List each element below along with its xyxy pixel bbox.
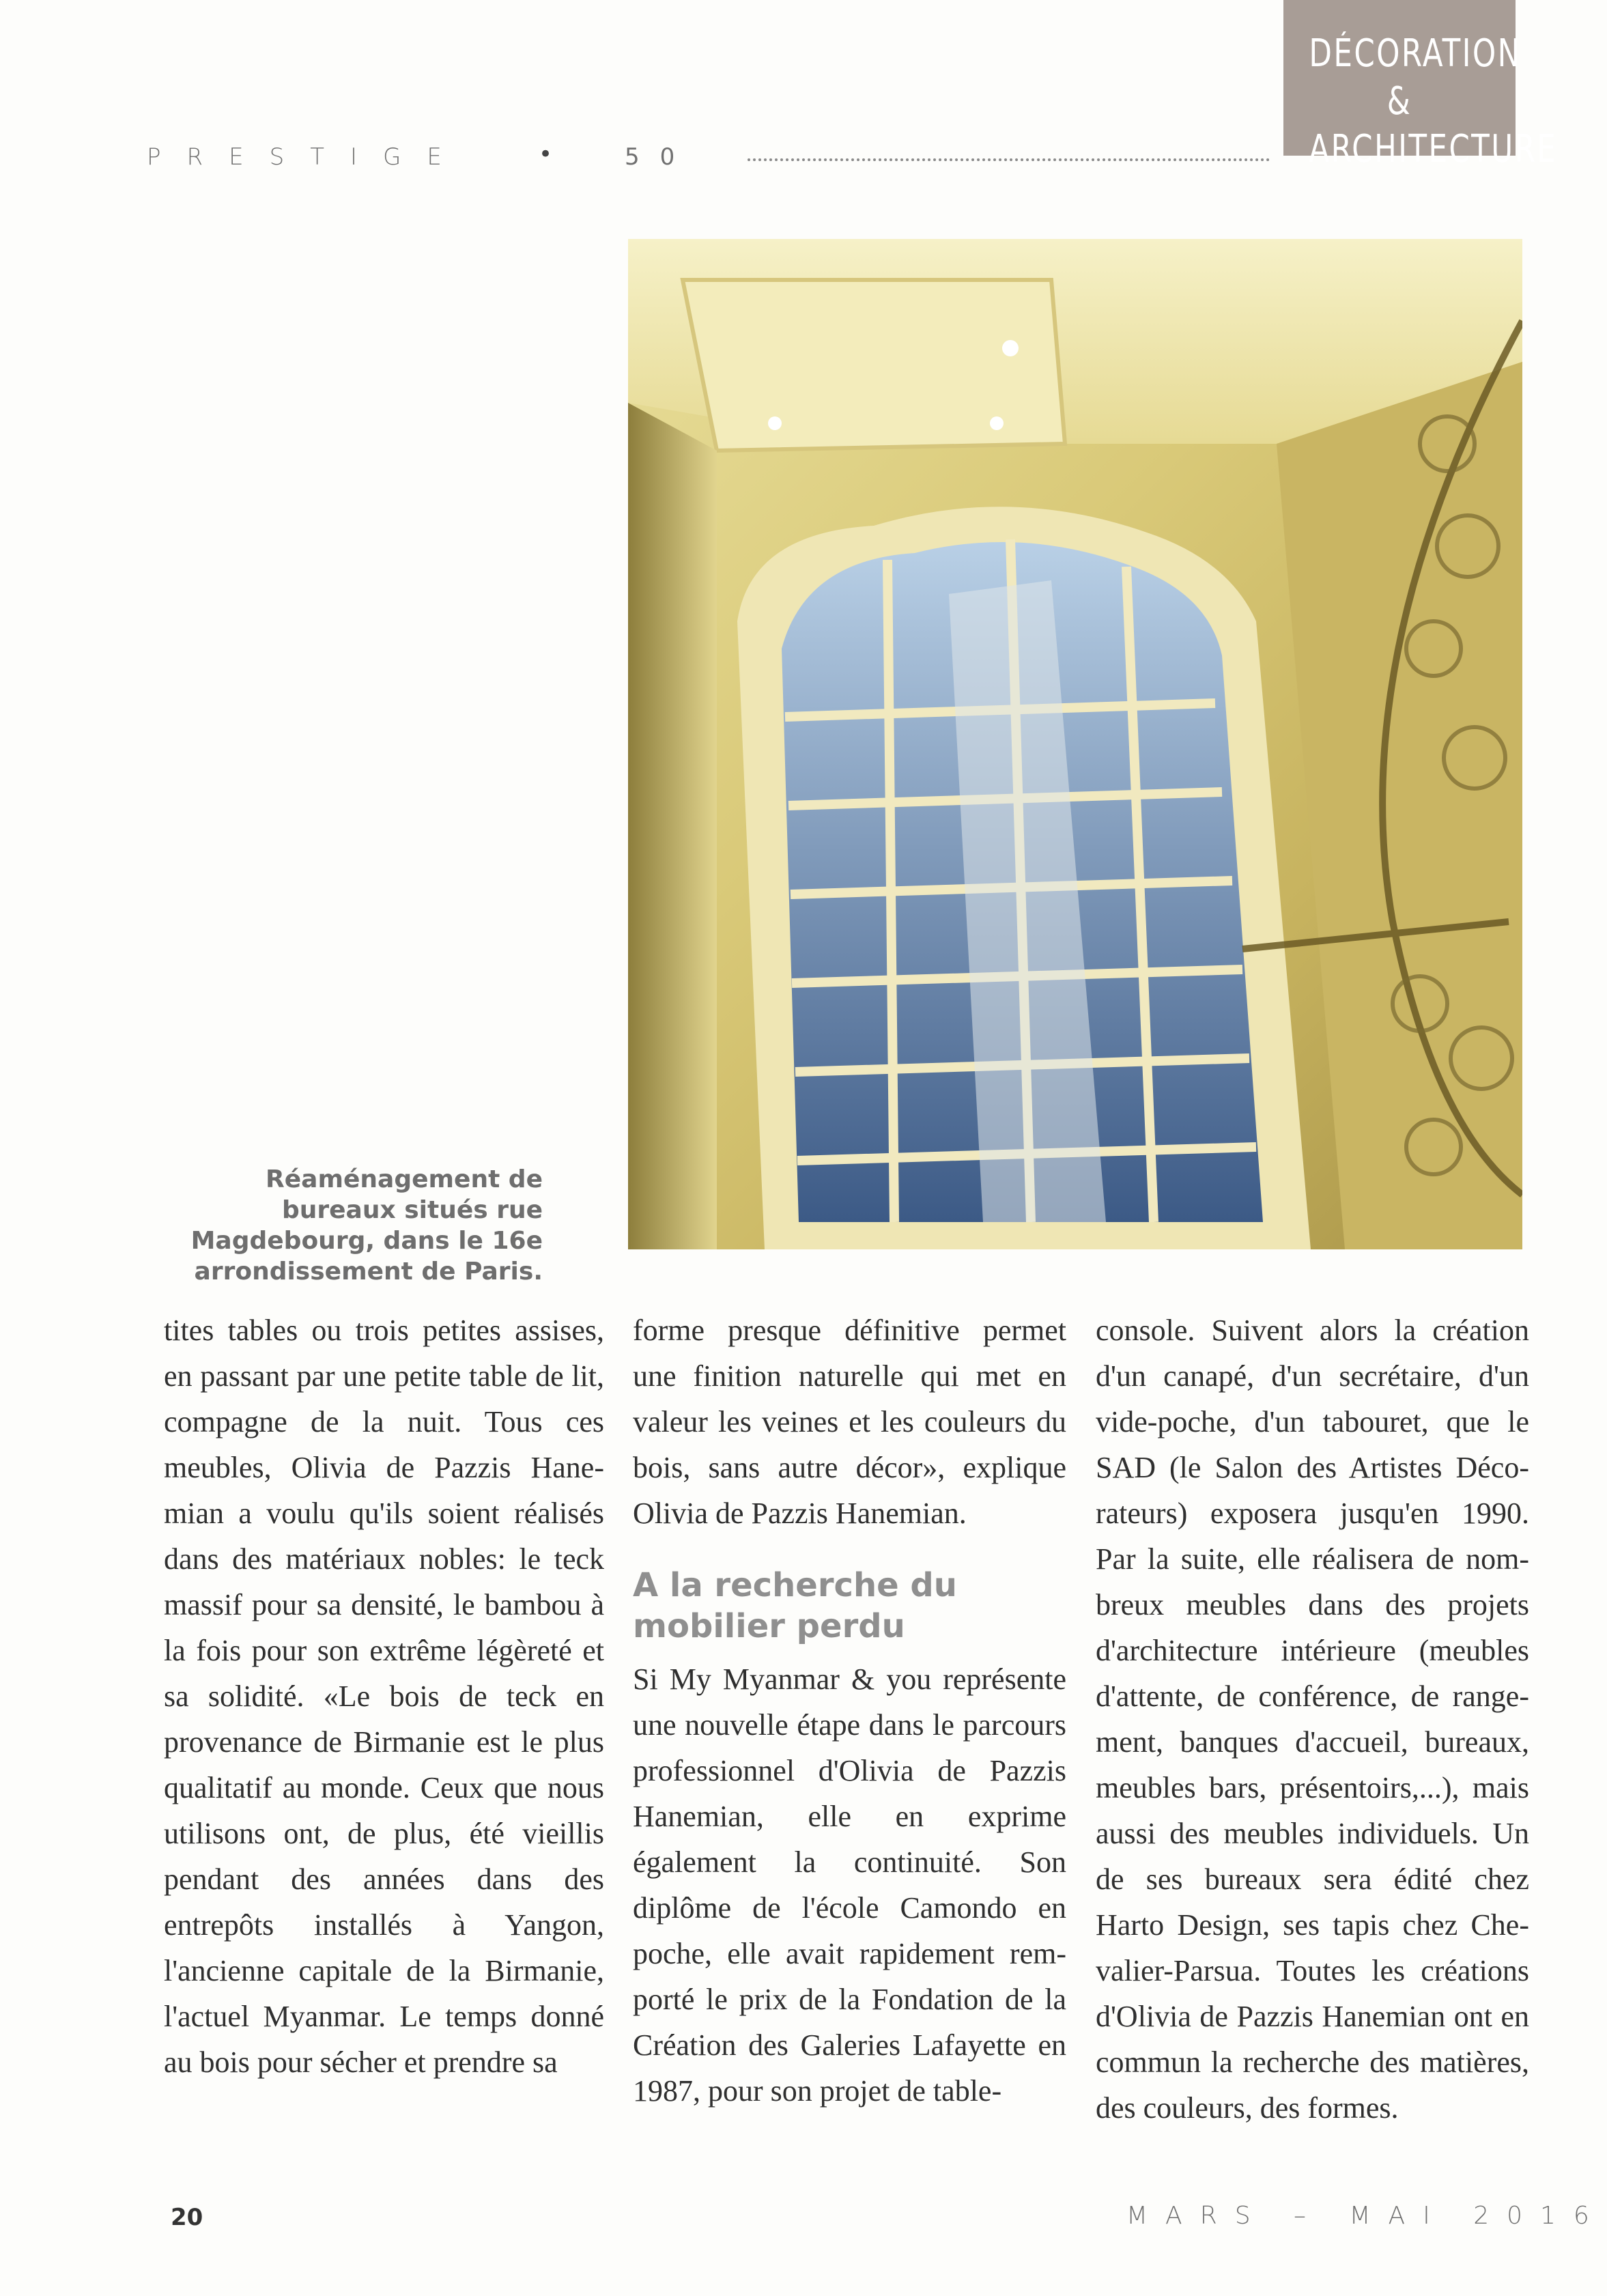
column-1-paragraph: tites tables ou trois petites assises, en passant par une petite table de lit, compagne de la nuit. Tous ces meubles, Olivia de Pazzis Hanemian a voulu qu'ils soient réalisés dans des matériaux nobles: le teck massif pour sa densité, le bambou à la fois pour son extrême légèreté et sa solidité. «Le bois de teck en provenance de Birmanie est le plus qualitatif au monde. Ceux que nous utilisons ont, de plus, été vieillis pendant des années dans des entrepôts installés à Yangon, l'ancienne capitale de la Birmanie, l'actuel Myanmar. Le temps donné au bois pour sécher et prendre sa [164, 1314, 604, 2079]
photo-illustration [628, 239, 1522, 1249]
column-2-body-paragraph: Si My Myanmar & you représente une nouvelle étape dans le parcours professionnel d'Olivia de Pazzis Hanemian, elle en exprime également la continuité. Son diplôme de l'école Camondo en poche, elle avait rapidement remporté le prix de la Fondation de la Création des Galeries Lafayette en 1987, pour son projet de table- [633, 1662, 1066, 2108]
dotted-rule [748, 158, 1270, 161]
text-column-1 [164, 1307, 604, 2161]
section-subheading: A la recherche du mobilier perdu [633, 1566, 957, 1645]
running-head-bullet: • [539, 141, 553, 168]
photo-caption: Réaménagement de bureaux situés rue Magdebourg, dans le 16e arrondissement de Paris. [190, 1165, 543, 1286]
staircase-window-photo [628, 239, 1522, 1249]
issue-date: MARS – MAI 2016 [1126, 2202, 1607, 2230]
text-column-2 [633, 1307, 1066, 2161]
rubric-line-1: DÉCORATION & [1309, 31, 1522, 124]
rubric-line-2: ARCHITECTURE [1309, 127, 1558, 171]
running-head-number: 50 [625, 143, 696, 171]
section-rubric [1283, 0, 1558, 171]
running-head-magazine: PRESTIGE [147, 143, 468, 171]
column-2-intro-paragraph: forme presque définitive permet une finition naturelle qui met en valeur les veines et les couleurs du bois, sans autre décor», explique Olivia de Pazzis Hanemian. [633, 1314, 1066, 1530]
column-3-paragraph: console. Suivent alors la création d'un canapé, d'un secrétaire, d'un vide-poche, d'un tabouret, que le SAD (le Salon des Artistes Décorateurs) exposera jusqu'en 1990. Par la suite, elle réalisera de nombreux meubles dans des projets d'architecture intérieure (meubles d'attente, de conférence, de rangement, banques d'accueil, bureaux, meubles bars, présentoirs,...), mais aussi des meubles individuels. Un de ses bureaux sera édité chez Harto Design, ses tapis chez Chevalier-Parsua. Toutes les créations d'Olivia de Pazzis Hanemian ont en commun la recherche des matières, des couleurs, des formes. [1096, 1314, 1529, 2125]
page-number: 20 [171, 2204, 203, 2231]
text-column-3 [1096, 1307, 1529, 2161]
